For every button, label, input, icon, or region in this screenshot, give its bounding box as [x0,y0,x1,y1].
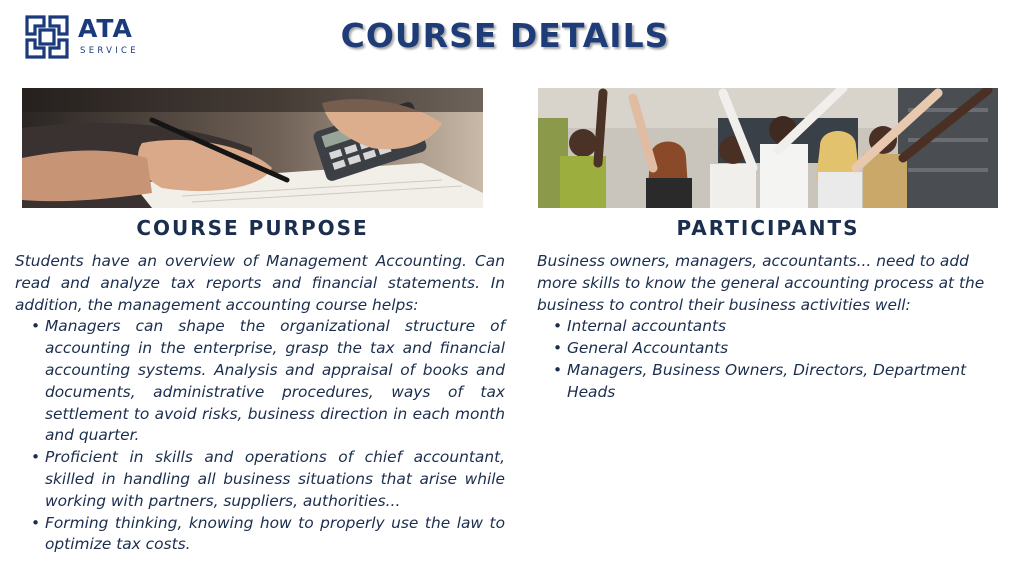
list-item [31,513,505,557]
list-item [553,316,995,338]
calculator-writing-image [22,88,483,208]
list-item-text: General Accountants [567,339,729,358]
bullet-icon: • [31,317,41,336]
bullet-icon: • [31,513,41,532]
course-purpose-intro: Students have an overview of Management Accounting. Can read and analyze tax reports and financial statements. In addition, the management accounting course helps: [15,252,505,314]
course-purpose-body [15,251,505,556]
brand-tagline: SERVICE [80,46,139,56]
team-celebrating-image [538,88,998,208]
bullet-icon: • [553,360,563,379]
list-item [31,447,505,512]
page-title: COURSE DETAILS [340,16,670,55]
participants-list [553,316,995,403]
accounting-photo [22,88,483,208]
list-item [553,338,995,360]
bullet-icon: • [553,317,563,336]
list-item-text: Internal accountants [567,317,727,336]
list-item-text: Forming thinking, knowing how to properly use the law to optimize tax costs. [45,513,505,554]
participants-intro: Business owners, managers, accountants... need to add more skills to know the general accounting process at the business to control their business activities well: [537,252,985,314]
list-item [31,316,505,447]
list-item-text: Managers can shape the organizational structure of accounting in the enterprise, grasp the tax and financial accounting systems. Analysis and appraisal of books and documents, administrative procedures, ways of tax settlement to avoid risks, business direction in each month and quarter. [45,317,505,445]
course-purpose-heading: COURSE PURPOSE [136,216,369,240]
bullet-icon: • [553,339,563,358]
participants-body [537,251,995,404]
list-item-text: Managers, Business Owners, Directors, Department Heads [567,360,967,401]
course-purpose-list [31,316,505,556]
participants-heading: PARTICIPANTS [676,216,860,240]
bullet-icon: • [31,448,41,467]
participants-photo [538,88,998,208]
brand-name: ATA [78,14,133,43]
list-item [553,360,995,404]
list-item-text: Proficient in skills and operations of chief accountant, skilled in handling all business situations that arise while working with partners, suppliers, authorities... [45,448,505,510]
